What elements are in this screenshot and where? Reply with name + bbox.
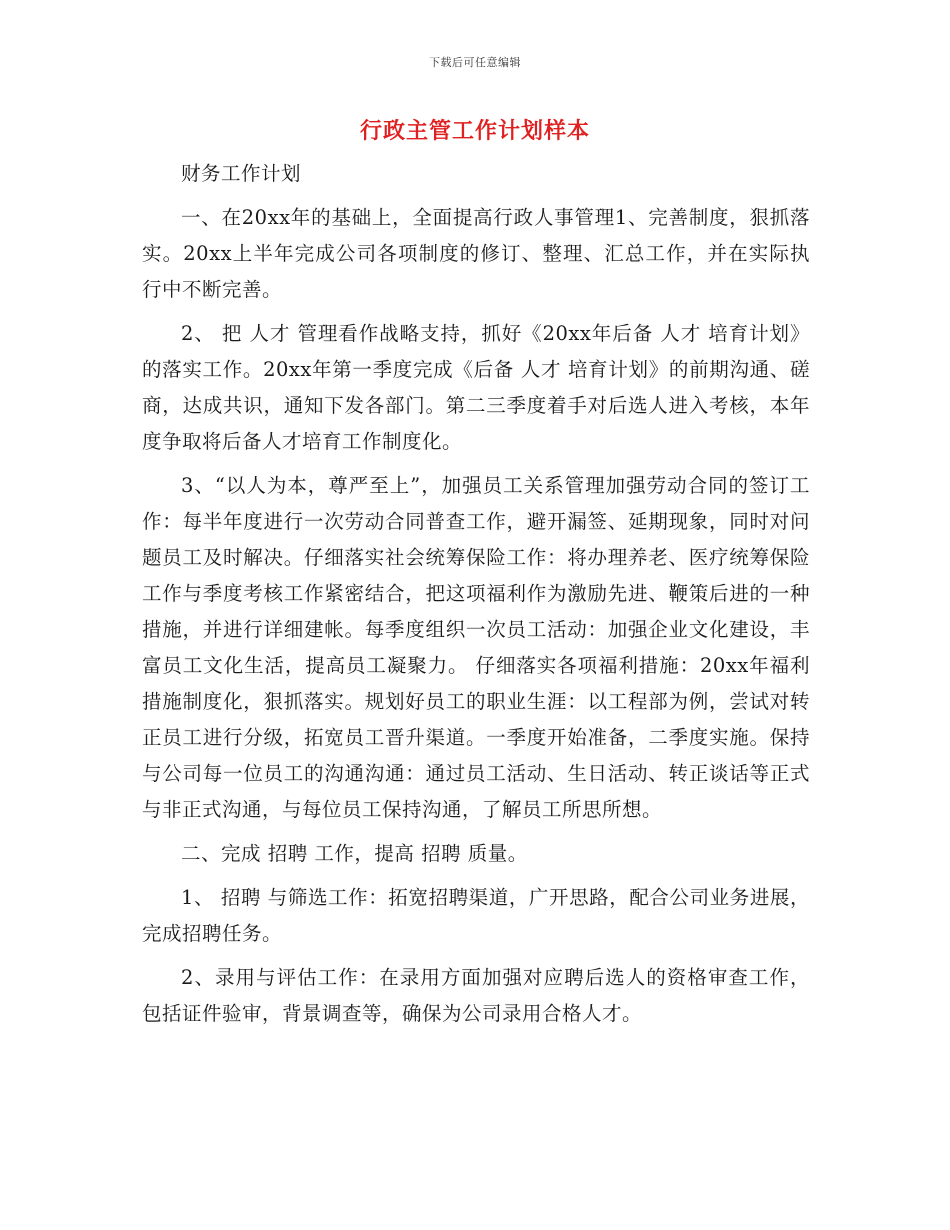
paragraph-2: 2、 把 人才 管理看作战略支持，抓好《20xx年后备 人才 培育计划》的落实工作。20xx年第一季度完成《后备 人才 培育计划》的前期沟通、磋商，达成共识，通知下发各部门。第二三季度着手对后选人进入考核，本年度争取将后备人才培育工作制度化。	[142, 322, 810, 453]
page-header-note: 下载后可任意编辑	[429, 56, 521, 69]
paragraph-1: 一、在20xx年的基础上，全面提高行政人事管理1、完善制度，狠抓落实。20xx上半年完成公司各项制度的修订、整理、汇总工作，并在实际执行中不断完善。	[142, 206, 810, 301]
paragraph-3: 3、“以人为本，尊严至上”，加强员工关系管理加强劳动合同的签订工作：每半年度进行一次劳动合同普查工作，避开漏签、延期现象，同时对问题员工及时解决。仔细落实社会统筹保险工作：将办理养老、医疗统筹保险工作与季度考核工作紧密结合，把这项福利作为激励先进、鞭策后进的一种措施，并进行详细建帐。每季度组织一次员工活动：加强企业文化建设，丰富员工文化生活，提高员工凝聚力。 仔细落实各项福利措施：20xx年福利措施制度化，狠抓落实。规划好员工的职业生涯：以工程部为例，尝试对转正员工进行分级，拓宽员工晋升渠道。一季度开始准备，二季度实施。保持与公司每一位员工的沟通沟通：通过员工活动、生日活动、转正谈话等正式与非正式沟通，与每位员工保持沟通，了解员工所思所想。	[142, 474, 810, 821]
document-body	[142, 156, 810, 1040]
document-title: 行政主管工作计划样本	[359, 118, 590, 144]
section-heading-recruitment: 二、完成 招聘 工作，提高 招聘 质量。	[181, 842, 528, 865]
section-heading-finance-plan: 财务工作计划	[181, 162, 302, 185]
paragraph-recruitment-2: 2、录用与评估工作：在录用方面加强对应聘后选人的资格审查工作，包括证件验审，背景调查等，确保为公司录用合格人才。	[142, 966, 810, 1025]
paragraph-recruitment-1: 1、 招聘 与筛选工作：拓宽招聘渠道，广开思路，配合公司业务进展，完成招聘任务。	[142, 886, 810, 945]
